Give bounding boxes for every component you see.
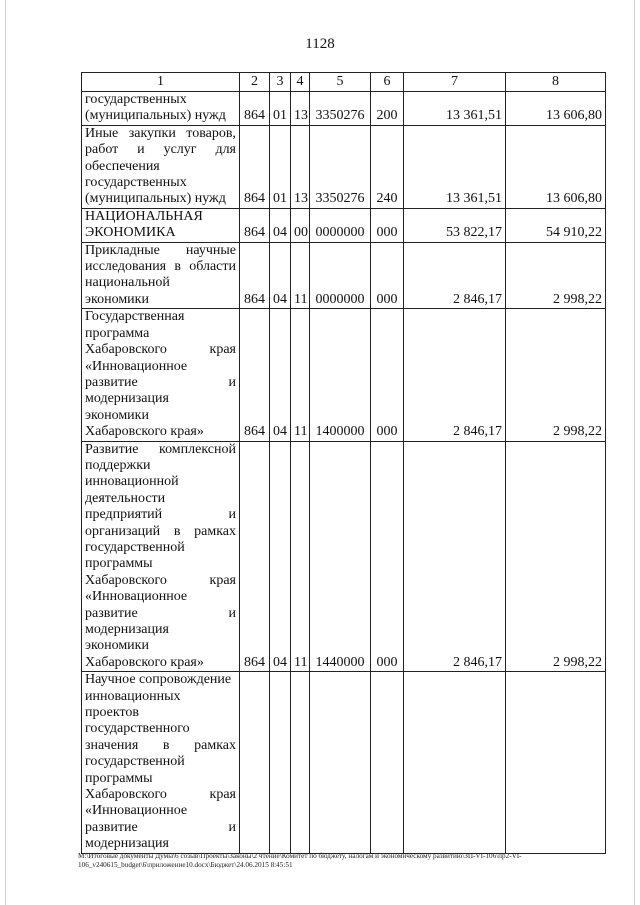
- section-code: [270, 672, 291, 853]
- section-code: 04: [270, 242, 291, 309]
- row-name-line: национальной: [85, 275, 170, 291]
- amount-2017: 2 998,22: [506, 242, 606, 309]
- row-name-line: программы: [85, 556, 153, 572]
- row-name-line: Хабаровского края»: [85, 424, 204, 440]
- amount-2016: 13 361,51: [404, 125, 506, 208]
- row-name-line: программа: [85, 325, 150, 341]
- row-name: [82, 242, 240, 309]
- row-name-line: Прикладные научные: [85, 242, 236, 258]
- expense-type-code: 000: [371, 441, 404, 672]
- row-name-line: модернизация: [85, 391, 169, 407]
- amount-2017: 2 998,22: [506, 309, 606, 441]
- row-name: [82, 309, 240, 441]
- page-number: 1128: [305, 36, 335, 52]
- row-name-line: экономики: [85, 291, 149, 307]
- ministry-code: [240, 672, 270, 853]
- target-article-code: 3350276: [310, 125, 371, 208]
- target-article-code: 0000000: [310, 208, 371, 242]
- target-article-code: [310, 672, 371, 853]
- amount-2016: 13 361,51: [404, 92, 506, 126]
- row-name-line: государственных: [85, 175, 187, 191]
- row-name-line: Развитие комплексной: [85, 441, 236, 457]
- row-name-line: развитие и: [85, 605, 236, 621]
- row-name: [82, 125, 240, 208]
- subsection-code: 11: [291, 242, 310, 309]
- row-name-line: «Инновационное: [85, 589, 188, 605]
- expense-type-code: 000: [371, 208, 404, 242]
- row-name-line: проектов: [85, 705, 140, 721]
- amount-2017: 54 910,22: [506, 208, 606, 242]
- amount-2016: 2 846,17: [404, 309, 506, 441]
- ministry-code: 864: [240, 242, 270, 309]
- section-code: 04: [270, 441, 291, 672]
- ministry-code: 864: [240, 92, 270, 126]
- amount-2016: 53 822,17: [404, 208, 506, 242]
- table-row: [82, 441, 606, 672]
- target-article-code: 1400000: [310, 309, 371, 441]
- row-name-line: «Инновационное: [85, 358, 188, 374]
- amount-2017: 2 998,22: [506, 441, 606, 672]
- row-name: [82, 441, 240, 672]
- table-row: [82, 125, 606, 208]
- amount-2017: 13 606,80: [506, 92, 606, 126]
- scan-edge-right: [634, 0, 635, 905]
- row-name: [82, 672, 240, 853]
- table-row: [82, 309, 606, 441]
- row-name-line: модернизация: [85, 836, 169, 852]
- row-name-line: НАЦИОНАЛЬНАЯ: [85, 208, 203, 224]
- row-name-line: (муниципальных) нужд: [85, 108, 226, 124]
- row-name-line: Хабаровского края: [85, 787, 236, 803]
- row-name-line: программы: [85, 770, 153, 786]
- expense-type-code: [371, 672, 404, 853]
- row-name-line: работ и услуг для: [85, 142, 236, 158]
- file-path-footer: M:\Итоговые документы Думы\6 созыв\Проекты\Законы\2 чтение\Комитет по бюджету, налогам и экономическому развитию\ЗП-VI-106\пр2-VI-106_v240615_budget\6\приложение10.docx\Бюджет\24.06.2015 8:45:51: [78, 852, 522, 869]
- row-name-line: Иные закупки товаров,: [85, 125, 236, 141]
- row-name-line: экономики: [85, 407, 149, 423]
- row-name-line: значения в рамках: [85, 737, 236, 753]
- expense-type-code: 000: [371, 242, 404, 309]
- row-name-line: предприятий и: [85, 507, 236, 523]
- row-name-line: организаций в рамках: [85, 523, 236, 539]
- scan-edge-left: [5, 0, 6, 905]
- amount-2017: 13 606,80: [506, 125, 606, 208]
- row-name-line: экономики: [85, 638, 149, 654]
- ministry-code: 864: [240, 208, 270, 242]
- column-header: 6: [371, 73, 404, 92]
- row-name-line: обеспечения: [85, 158, 160, 174]
- amount-2016: 2 846,17: [404, 441, 506, 672]
- ministry-code: 864: [240, 441, 270, 672]
- row-name-line: государственной: [85, 539, 185, 555]
- row-name-line: «Инновационное: [85, 803, 188, 819]
- section-code: 01: [270, 92, 291, 126]
- row-name-line: ЭКОНОМИКА: [85, 225, 176, 241]
- target-article-code: 0000000: [310, 242, 371, 309]
- row-name-line: инновационных: [85, 688, 181, 704]
- row-name-line: поддержки: [85, 457, 151, 473]
- expense-type-code: 200: [371, 92, 404, 126]
- row-name-line: исследования в области: [85, 259, 236, 275]
- row-name-line: государственного: [85, 721, 190, 737]
- column-header: 1: [82, 73, 240, 92]
- row-name-line: модернизация: [85, 622, 169, 637]
- section-code: 04: [270, 309, 291, 441]
- section-code: 04: [270, 208, 291, 242]
- amount-2016: [404, 672, 506, 853]
- row-name: [82, 92, 240, 126]
- ministry-code: 864: [240, 309, 270, 441]
- row-name-line: Государственная: [85, 309, 185, 325]
- expense-type-code: 240: [371, 125, 404, 208]
- row-name-line: Хабаровского края: [85, 572, 236, 588]
- row-name-line: государственной: [85, 754, 185, 770]
- row-name-line: развитие и: [85, 819, 236, 835]
- table-row: [82, 92, 606, 126]
- row-name-line: Научное сопровождение: [85, 672, 232, 688]
- subsection-code: 13: [291, 125, 310, 208]
- row-name-line: деятельности: [85, 490, 166, 506]
- table-row: [82, 672, 606, 853]
- target-article-code: 3350276: [310, 92, 371, 126]
- row-name-line: (муниципальных) нужд: [85, 191, 226, 207]
- column-header: 2: [240, 73, 270, 92]
- table-row: [82, 208, 606, 242]
- column-header: 7: [404, 73, 506, 92]
- row-name-line: государственных: [85, 92, 187, 107]
- subsection-code: 11: [291, 441, 310, 672]
- column-header: 5: [310, 73, 371, 92]
- column-header: 8: [506, 73, 606, 92]
- expense-type-code: 000: [371, 309, 404, 441]
- ministry-code: 864: [240, 125, 270, 208]
- subsection-code: 13: [291, 92, 310, 126]
- table-header-row: [82, 73, 606, 92]
- column-header: 4: [291, 73, 310, 92]
- subsection-code: 00: [291, 208, 310, 242]
- row-name-line: развитие и: [85, 374, 236, 390]
- subsection-code: 11: [291, 309, 310, 441]
- target-article-code: 1440000: [310, 441, 371, 672]
- amount-2017: [506, 672, 606, 853]
- row-name: [82, 208, 240, 242]
- row-name-line: Хабаровского края: [85, 342, 236, 358]
- table-row: [82, 242, 606, 309]
- amount-2016: 2 846,17: [404, 242, 506, 309]
- row-name-line: Хабаровского края»: [85, 654, 204, 670]
- budget-table: [81, 72, 606, 854]
- row-name-line: инновационной: [85, 474, 179, 490]
- column-header: 3: [270, 73, 291, 92]
- subsection-code: [291, 672, 310, 853]
- section-code: 01: [270, 125, 291, 208]
